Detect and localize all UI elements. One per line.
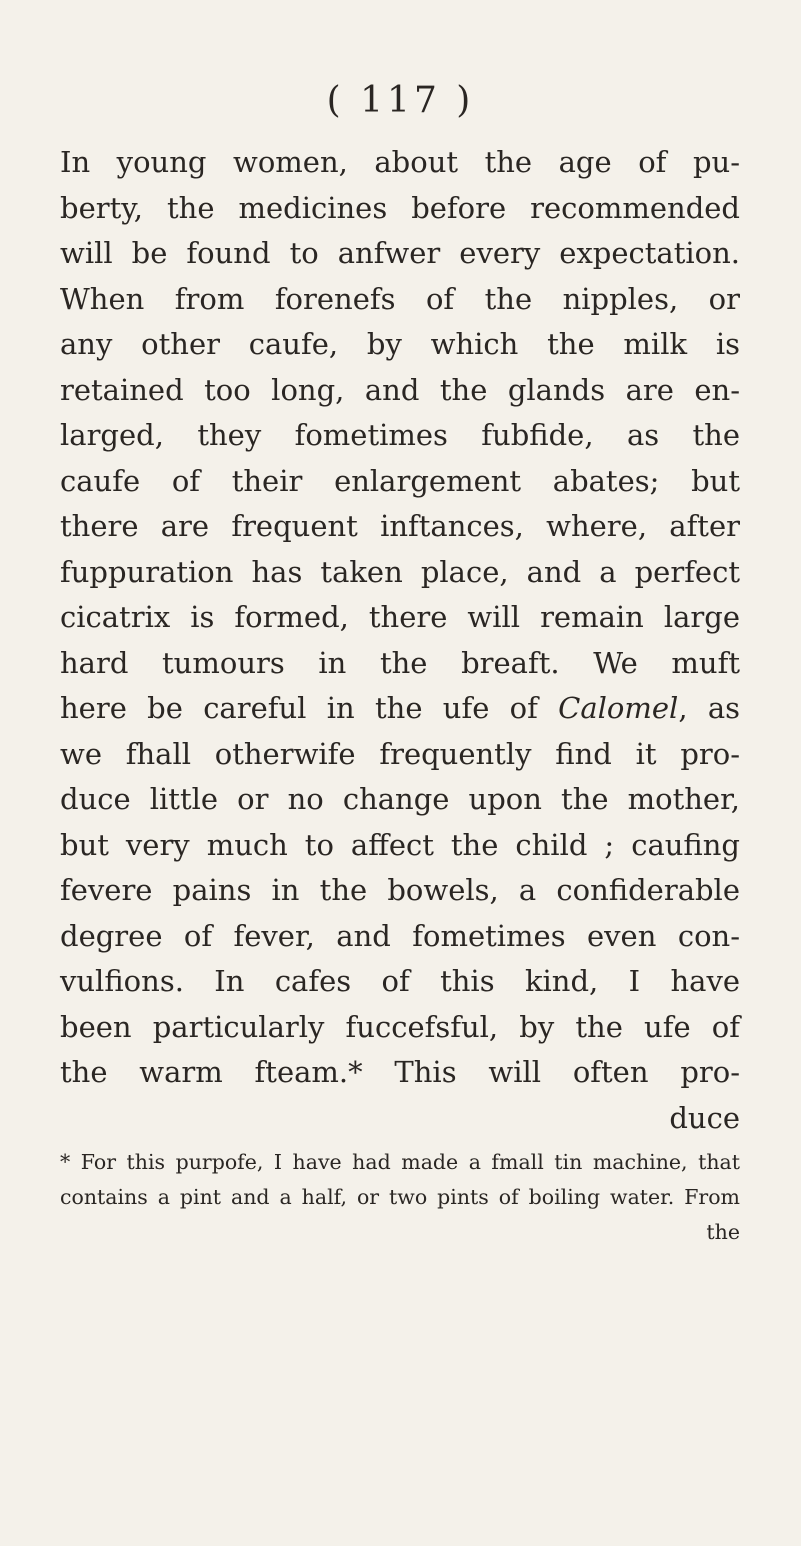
catchword: duce bbox=[669, 1100, 740, 1135]
body-line: fevere pains in the bowels, a confiderable bbox=[60, 873, 740, 907]
footnote-line: * For this purpofe, I have had made a fmall tin machine, that bbox=[60, 1150, 740, 1174]
body-line: vulfions. In cafes of this kind, I have bbox=[60, 964, 740, 998]
body-line: larged, they fometimes fubfide, as the bbox=[60, 418, 740, 452]
body-line: degree of fever, and fometimes even con- bbox=[60, 918, 740, 953]
body-line: the warm fteam.* This will often pro- bbox=[60, 1055, 740, 1089]
body-line: will be found to anfwer every expectation. bbox=[60, 236, 740, 270]
body-line: In young women, about the age of pu- bbox=[60, 145, 740, 179]
body-line: When from forenefs of the nipples, or bbox=[60, 281, 740, 316]
body-line: caufe of their enlargement abates; but bbox=[60, 463, 740, 498]
body-line: cicatrix is formed, there will remain large bbox=[60, 600, 740, 634]
body-line: retained too long, and the glands are en- bbox=[60, 372, 740, 407]
page-number-header: ( 117 ) bbox=[326, 80, 475, 121]
body-line: berty, the medicines before recommended bbox=[60, 190, 740, 225]
body-line: any other caufe, by which the milk is bbox=[60, 327, 740, 361]
body-line: hard tumours in the breaft. We muft bbox=[60, 645, 740, 680]
body-line: been particularly fuccefsful, by the ufe of bbox=[60, 1009, 740, 1044]
body-line: but very much to affect the child ; caufing bbox=[60, 827, 740, 862]
body-line: duce little or no change upon the mother, bbox=[60, 782, 740, 816]
body-line: here be careful in the ufe of Calomel, as bbox=[60, 691, 741, 725]
body-paragraph bbox=[60, 140, 740, 1141]
footnote-catchword: the bbox=[706, 1220, 740, 1244]
body-line: fuppuration has taken place, and a perfect bbox=[60, 554, 740, 589]
body-line: we fhall otherwife frequently find it pro- bbox=[60, 736, 740, 771]
footnote-line: contains a pint and a half, or two pints of boiling water. From bbox=[60, 1185, 740, 1209]
body-line: there are frequent inftances, where, after bbox=[60, 509, 740, 543]
italic-word-calomel: Calomel bbox=[558, 691, 679, 725]
footnote bbox=[60, 1145, 740, 1250]
